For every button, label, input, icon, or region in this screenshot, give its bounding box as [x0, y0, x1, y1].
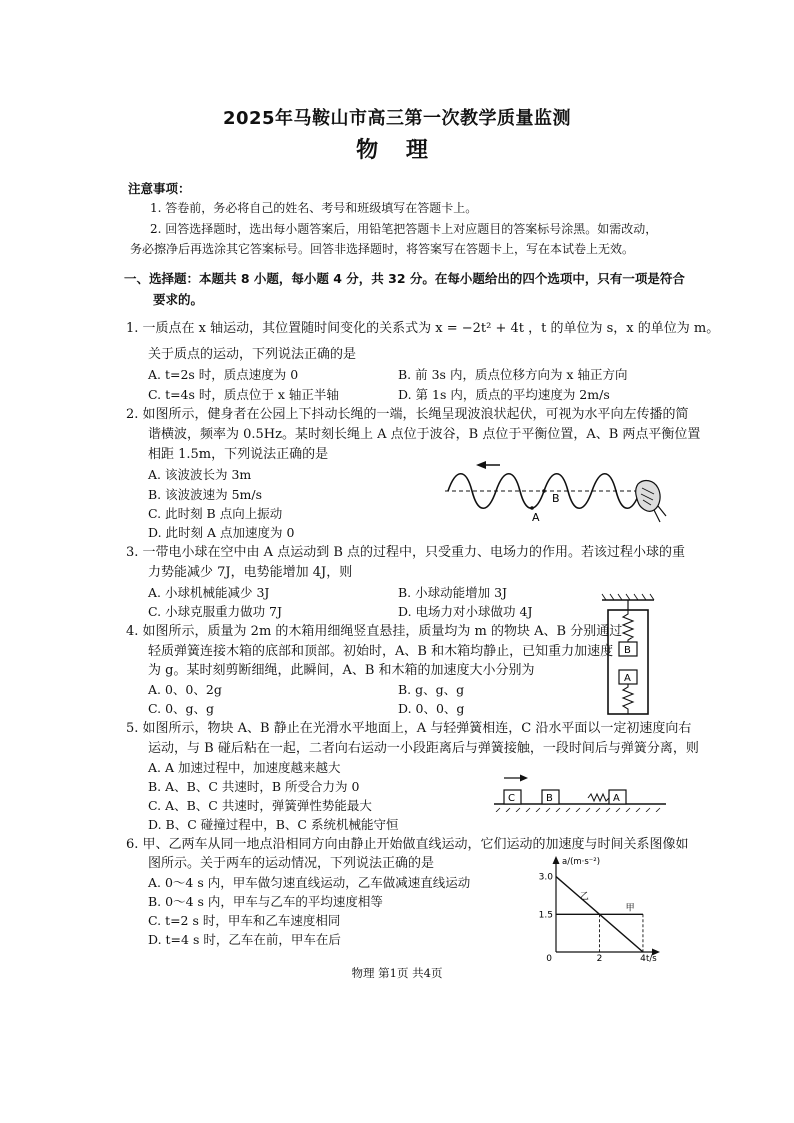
- subject-title: 物 理: [356, 138, 438, 163]
- arrow-head-icon: [476, 461, 486, 469]
- ceiling-hatch: [602, 594, 654, 600]
- q5-option-d: D. B、C 碰撞过程中，B、C 系统机械能守恒: [148, 817, 399, 832]
- bottom-spring: [623, 684, 633, 714]
- q3-option-a: A. 小球机械能减少 3J: [148, 585, 270, 600]
- q4-stem-3: 为 g。某时刻剪断细绳，此瞬间，A、B 和木箱的加速度大小分别为: [148, 663, 535, 678]
- q2-stem-3: 相距 1.5m，下列说法正确的是: [148, 447, 329, 462]
- point-a-label: A: [532, 511, 540, 524]
- point-a-marker: [530, 506, 534, 510]
- q4-option-b: B. g、g、g: [398, 682, 465, 697]
- block-a-label: A: [613, 793, 620, 804]
- page-footer: 物理 第1页 共4页: [351, 966, 443, 980]
- point-b-marker: [542, 489, 546, 493]
- q3-option-d: D. 电场力对小球做功 4J: [398, 604, 533, 619]
- wooden-box: [608, 610, 648, 714]
- q4-stem-1: 4. 如图所示，质量为 2m 的木箱用细绳竖直悬挂，质量均为 m 的物块 A、B 分别通过: [126, 624, 623, 639]
- q4-option-d: D. 0、0、g: [398, 701, 465, 716]
- notice-heading: 注意事项：: [128, 181, 191, 196]
- block-b-label: B: [546, 793, 553, 804]
- q5-option-b: B. A、B、C 共速时，B 所受合力为 0: [148, 779, 360, 794]
- q3-stem-1: 3. 一带电小球在空中由 A 点运动到 B 点的过程中，只受重力、电场力的作用。若该过程小球的重: [126, 545, 686, 560]
- block-a-label: A: [624, 673, 631, 684]
- series-label: 甲: [625, 903, 635, 914]
- block-c-label: C: [508, 793, 515, 804]
- q6-stem-1: 6. 甲、乙两车从同一地点沿相同方向由静止开始做直线运动，它们运动的加速度与时间关系图像如: [126, 837, 689, 852]
- q4-stem-2: 轻质弹簧连接木箱的底部和顶部。初始时，A、B 和木箱均静止，已知重力加速度: [148, 644, 614, 659]
- q1-option-a: A. t=2s 时，质点速度为 0: [148, 367, 299, 382]
- q2-option-b: B. 该波波速为 5m/s: [148, 487, 263, 502]
- q6-acceleration-chart: [530, 852, 670, 962]
- section-heading-cont: 要求的。: [153, 292, 204, 307]
- q4-option-a: A. 0、0、2g: [148, 682, 222, 697]
- q2-wave-figure: [440, 458, 670, 526]
- q2-option-d: D. 此时刻 A 点加速度为 0: [148, 525, 295, 540]
- q2-option-a: A. 该波波长为 3m: [148, 467, 252, 482]
- point-b-label: B: [552, 492, 560, 505]
- hand-icon: [636, 481, 666, 522]
- notice-item-2: 2. 回答选择题时，选出每小题答案后，用铅笔把答题卡上对应题目的答案标号涂黑。如需改动，: [150, 222, 658, 236]
- q5-stem-1: 5. 如图所示，物块 A、B 静止在光滑水平地面上，A 与轻弹簧相连，C 沿水平面以一定初速度向右: [126, 721, 692, 736]
- exam-title: 2025年马鞍山市高三第一次教学质量监测: [222, 108, 572, 129]
- q4-box-figure: [598, 592, 658, 722]
- origin-label: 0: [546, 954, 552, 962]
- y-tick-label: 3.0: [538, 872, 553, 883]
- x-axis-label: t/s: [646, 954, 657, 962]
- q4-option-c: C. 0、g、g: [148, 701, 215, 716]
- y-tick-label: 1.5: [538, 910, 553, 921]
- q3-option-b: B. 小球动能增加 3J: [398, 585, 508, 600]
- q1-stem-2: 关于质点的运动，下列说法正确的是: [148, 347, 357, 362]
- q6-option-d: D. t=4 s 时，乙车在前，甲车在后: [148, 932, 341, 947]
- q5-option-a: A. A 加速过程中，加速度越来越大: [148, 760, 341, 775]
- ground-hatch: [496, 808, 660, 812]
- q3-stem-2: 力势能减少 7J，电势能增加 4J，则: [148, 565, 353, 580]
- q1-option-b: B. 前 3s 内，质点位移方向为 x 轴正方向: [398, 367, 628, 382]
- q1-stem-1: 1. 一质点在 x 轴运动，其位置随时间变化的关系式为 x = −2t² + 4t ，t 的单位为 s，x 的单位为 m。: [126, 321, 720, 336]
- notice-item-1: 1. 答卷前，务必将自己的姓名、考号和班级填写在答题卡上。: [150, 201, 478, 215]
- q1-option-d: D. 第 1s 内，质点的平均速度为 2m/s: [398, 387, 610, 402]
- q6-option-a: A. 0～4 s 内，甲车做匀速直线运动，乙车做减速直线运动: [148, 875, 471, 890]
- q6-option-b: B. 0～4 s 内，甲车与乙车的平均速度相等: [148, 894, 383, 909]
- x-tick-label: 4: [640, 954, 646, 962]
- q1-option-c: C. t=4s 时，质点位于 x 轴正半轴: [148, 387, 339, 402]
- q2-stem-1: 2. 如图所示，健身者在公园上下抖动长绳的一端，长绳呈现波浪状起伏，可视为水平向左传播的简: [126, 407, 689, 422]
- q5-option-c: C. A、B、C 共速时，弹簧弹性势能最大: [148, 798, 372, 813]
- q3-option-c: C. 小球克服重力做功 7J: [148, 604, 283, 619]
- top-spring: [623, 610, 633, 642]
- series-label: 乙: [579, 892, 589, 903]
- q5-stem-2: 运动，与 B 碰后粘在一起，二者向右运动一小段距离后与弹簧接触，一段时间后与弹簧分离，则: [148, 741, 699, 756]
- q6-option-c: C. t=2 s 时，甲车和乙车速度相同: [148, 913, 341, 928]
- notice-item-2-cont: 务必擦净后再选涂其它答案标号。回答非选择题时，将答案写在答题卡上，写在本试卷上无效。: [130, 242, 635, 256]
- block-b-label: B: [624, 645, 631, 656]
- q2-option-c: C. 此时刻 B 点向上振动: [148, 506, 283, 521]
- q6-stem-2: 图所示。关于两车的运动情况，下列说法正确的是: [148, 856, 435, 871]
- q5-blocks-figure: [490, 772, 670, 812]
- x-tick-label: 2: [596, 954, 603, 962]
- q2-stem-2: 谐横波，频率为 0.5Hz。某时刻长绳上 A 点位于波谷，B 点位于平衡位置，A、B 两点平衡位置: [148, 427, 701, 442]
- y-axis-label: a/(m·s⁻²): [562, 857, 601, 867]
- y-axis-arrow-icon: [553, 856, 560, 864]
- section-heading: 一、选择题：本题共 8 小题，每小题 4 分，共 32 分。在每小题给出的四个选项中，只有一项是符合: [124, 271, 685, 286]
- spring: [588, 794, 609, 801]
- arrow-head-icon: [520, 775, 528, 782]
